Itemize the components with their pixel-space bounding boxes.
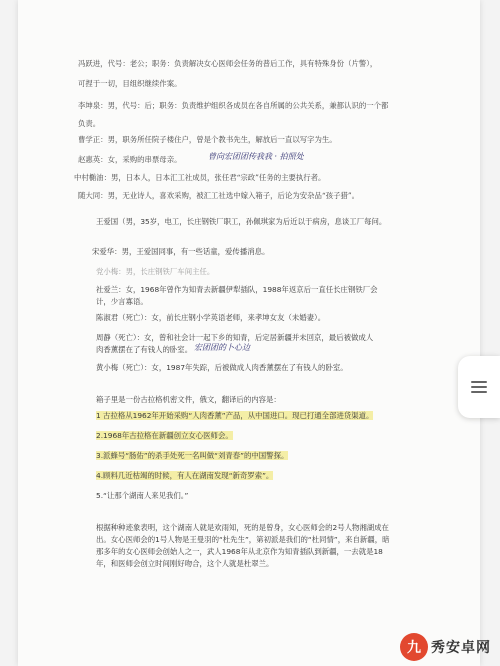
char-line: 肉香薰摆在了有钱人的卧室。: [96, 345, 193, 354]
char-line: 宋爱华：男，王爱国同事，有一些话童，爱传播消息。: [92, 247, 270, 256]
clue-item: [96, 490, 474, 501]
menu-button[interactable]: [458, 356, 500, 418]
conclusion-line: 根据种种迹象表明，这个湖南人就是欢雨知，死的是曾身，女心医师会的2号人物湘湖成在: [96, 523, 389, 532]
clue-title: 箱子里是一份古拉格机密文件，俄文，翻译后的内容是：: [96, 395, 281, 404]
char-line: 周静（死亡）：女，曾和社会计一起下乡的知青，后定居新疆并未回京，最后被做成人: [96, 333, 374, 342]
clue-item: [96, 410, 474, 421]
handwritten-note: 宏团团的卜心边: [194, 343, 250, 352]
char-line: 王爱国（男，35岁，电工，长庄钢铁厂职工，孙佩琪家为后近以于病房，息谈工厂每问。: [96, 217, 387, 226]
conclusion-line: 那多年的女心医师会创始人之一，武人1968年从北京作为知青插队到新疆，一去就是18: [96, 547, 383, 556]
char-line: 曹学正：男，职务所任院子楼住户，曾是个教书先生，解放后一直以写字为生。: [78, 135, 337, 144]
menu-icon: [471, 381, 487, 393]
char-line: 负责。: [78, 119, 101, 128]
conclusion-line: 出。女心医师会的1号人物是王曼羽的“杜先生”，第初派是我们的“杜同情”，来自新疆，暗: [96, 535, 390, 544]
conclusion-line: 年，和医师会创立时间刚好吻合，这个人就是杜翠兰。: [96, 559, 274, 568]
clue-text: 5.“让那个湖南人来见我们。”: [96, 491, 189, 500]
char-line: 冯跃进，代号：老公；职务：负责解决女心医师会任务的普后工作，具有特殊身份（片警），: [78, 59, 378, 68]
clue-text: 3.派蜂号“肠佑”的杀手处死一名叫做“刘青春”的中国警探。: [96, 451, 289, 460]
document-page: [18, 0, 480, 666]
char-line: 可捏于一切，目组织继续作案。: [78, 79, 182, 88]
char-line: 陈淑君（死亡）：女，前长庄钢小学英语老师，来孝坤女友（未婚妻）。: [96, 313, 326, 322]
char-line: 赵惠英：女，采购的串票母亲。: [78, 155, 182, 164]
site-logo[interactable]: [400, 632, 494, 662]
logo-mark-icon: 九: [400, 633, 428, 661]
clue-text: 4.顾料几近枯竭的时候，有人在湖南发现“新奇罗索”。: [96, 471, 274, 480]
clue-item: [96, 450, 474, 461]
char-line: 计，少言寡语。: [96, 297, 148, 306]
clue-text: 1 古拉格从1962年开始采购“人肉香薰”产品，从中国进口。现已打通全部进货渠道。: [96, 411, 374, 420]
clue-item: [96, 470, 474, 481]
char-line: 李坤泉：男，代号：后；职务：负责维护组织各成员在各自所属的公共关系，兼都认识的一个都: [78, 101, 389, 110]
logo-text: 秀安卓网: [431, 640, 491, 656]
char-line: 中村椭油：男，日本人，日本汇工社成员，张任君“宗政”任务的主要执行者。: [74, 173, 326, 182]
clue-item: [96, 430, 474, 441]
char-line: 社爱兰：女，1968年曾作为知青去新疆伊犁插队，1988年返京后一直任长庄钢铁厂会: [96, 285, 378, 294]
char-line: 随大同：男，无业诗人，喜欢采购，被汇工社选中嫁入箱子，后论为安杂品“孩子猎”。: [78, 191, 360, 200]
char-line: 黄小梅（死亡）：女，1987年失踪，后被做成人肉香薰摆在了有钱人的卧室。: [96, 363, 348, 372]
handwritten-note: 曾向宏团团传我我 · 拍照处: [208, 152, 304, 161]
char-line: 党小梅：男，长庄钢铁厂车间主任。: [96, 267, 215, 276]
clue-text: 2.1968年古拉格在新疆创立女心医师会。: [96, 431, 233, 440]
